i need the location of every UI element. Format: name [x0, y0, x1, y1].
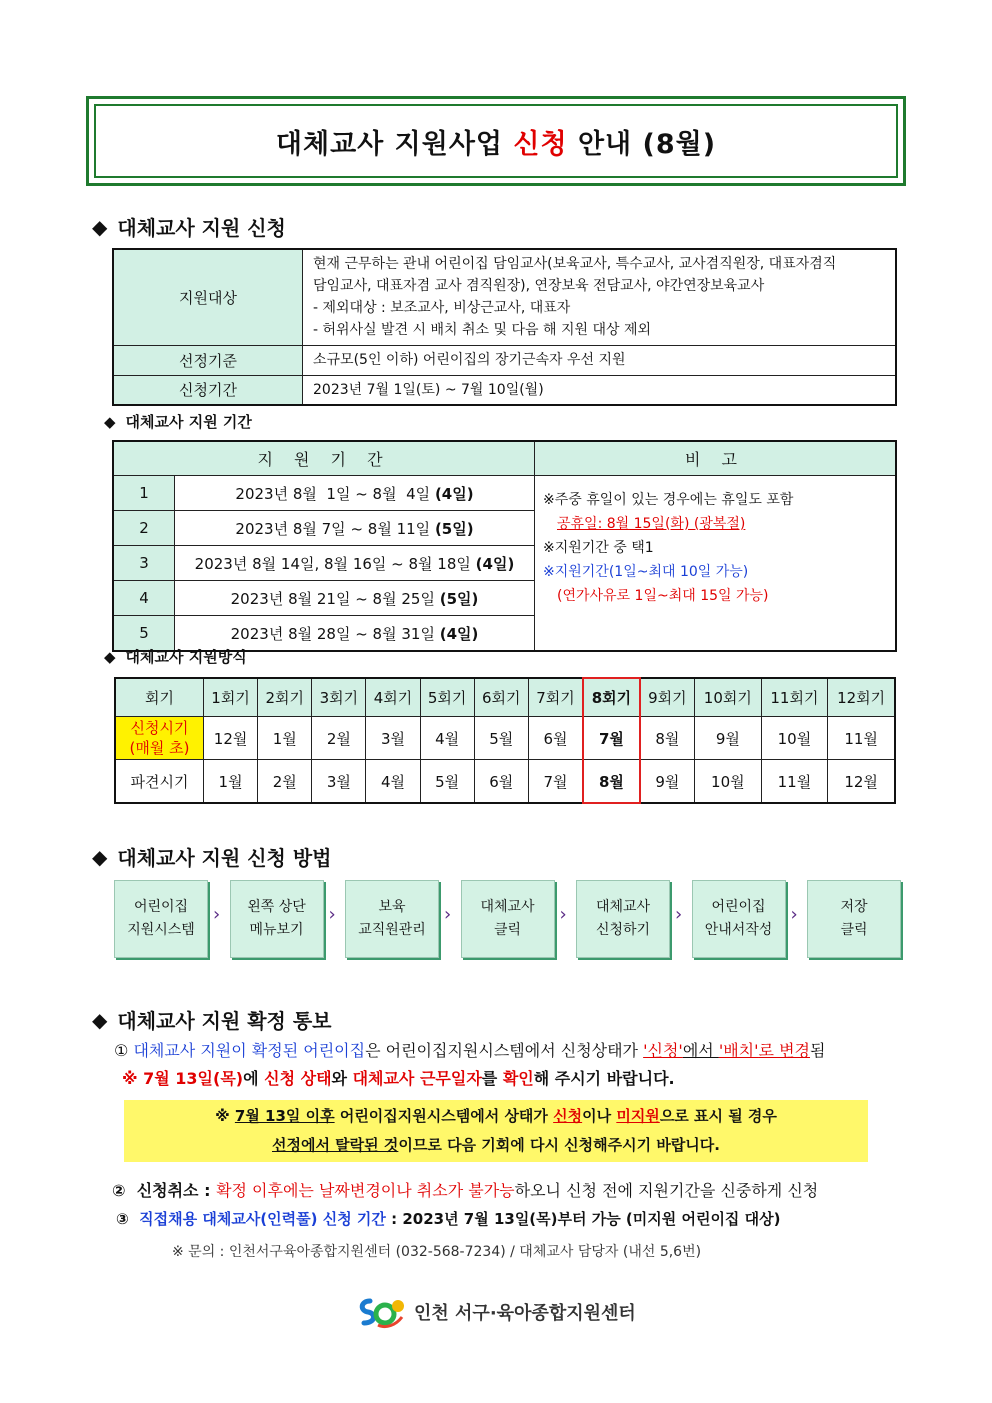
- apply-month-cell: 2월: [312, 717, 366, 760]
- period-number: 1: [113, 476, 175, 511]
- apply-month-cell: 9월: [695, 717, 762, 760]
- dispatch-month-cell: 6월: [474, 760, 528, 804]
- note-line-blue: ※지원기간(1일~최대 10일 가능): [543, 564, 749, 580]
- dispatch-month-cell: 2월: [258, 760, 312, 804]
- row-label-dispatch: 파견시기: [115, 760, 204, 804]
- p2-f: 를: [481, 1069, 503, 1088]
- title-highlight: 신청: [513, 128, 568, 160]
- apply-month-cell: 6월: [528, 717, 583, 760]
- p1-a: ①: [114, 1041, 134, 1060]
- notice-box: [124, 1100, 868, 1162]
- direct-hire-line: [116, 1208, 780, 1229]
- round-header-cell: 12회기: [828, 678, 895, 717]
- row-label-apply: [115, 717, 204, 760]
- chevron-right-icon: ›: [790, 904, 798, 925]
- value-period: 2023년 7월 1일(토) ~ 7월 10일(월): [303, 375, 897, 405]
- period-number: 2: [113, 511, 175, 546]
- p1-b: 대체교사 지원이 확정된 어린이집: [133, 1041, 366, 1060]
- p1-h: 됨: [810, 1041, 826, 1060]
- step-text: [480, 896, 534, 942]
- p2-a: ※ 7월 13일(목): [122, 1069, 244, 1088]
- table-row: [113, 441, 896, 476]
- footer-org-name: 인천 서구·육아종합지원센터: [414, 1303, 636, 1324]
- apply-label-line1: 신청시기: [130, 719, 189, 737]
- round-header-cell: 9회기: [640, 678, 695, 717]
- section4-heading: [92, 842, 331, 871]
- p2-g: 확인: [502, 1069, 534, 1088]
- dispatch-month-cell: 10월: [695, 760, 762, 804]
- apply-month-cell: 5월: [474, 717, 528, 760]
- period-range-text: 2023년 8월 14일, 8월 16일 ~ 8월 18일: [194, 554, 471, 573]
- note-line-wrap: [543, 512, 887, 536]
- support-period-table: [112, 440, 897, 652]
- value-criteria: 소규모(5인 이하) 어린이집의 장기근속자 우선 지원: [303, 345, 897, 375]
- step-line-1: 저장: [840, 899, 868, 915]
- step-line-1: 대체교사: [480, 899, 535, 915]
- note-line-red: (연가사유로 1일~최대 15일 가능): [557, 588, 769, 604]
- step-text: [705, 896, 773, 942]
- row-label-round: 회기: [115, 678, 204, 717]
- period-range: [175, 476, 535, 511]
- period-days: (5일): [434, 519, 474, 538]
- period-days: (4일): [475, 554, 515, 573]
- period-range: [175, 546, 535, 581]
- p1-g: 로 변경: [758, 1041, 811, 1060]
- step-box: [692, 880, 786, 958]
- section1-heading-text: 대체교사 지원 신청: [117, 216, 286, 240]
- box-b: 7월 13일 이후: [234, 1107, 335, 1125]
- dispatch-month-cell: 11월: [761, 760, 828, 804]
- p2-e: 대체교사 근무일자: [352, 1069, 482, 1088]
- round-header-cell: 8회기: [583, 678, 640, 717]
- step-text: [127, 896, 195, 942]
- title-prefix: 대체교사 지원사업: [275, 128, 514, 160]
- target-line: 현재 근무하는 관내 어린이집 담임교사(보육교사, 특수교사, 교사겸직원장, 대표자겸직: [313, 256, 837, 273]
- apply-label-line2: (매월 초): [129, 739, 190, 757]
- dispatch-month-cell: 5월: [420, 760, 474, 804]
- contact-line: ※ 문의 : 인천서구육아종합지원센터 (032-568-7234) / 대체교사 담당자 (내선 5,6번): [172, 1244, 702, 1260]
- target-line: 담임교사, 대표자겸 교사 겸직원장), 연장보육 전담교사, 야간연장보육교사: [313, 278, 765, 295]
- label-period: 신청기간: [113, 375, 303, 405]
- round-header-cell: 5회기: [420, 678, 474, 717]
- period-range-text: 2023년 8월 7일 ~ 8월 11일: [235, 519, 431, 538]
- footer: [356, 1295, 636, 1329]
- round-header-cell: 4회기: [366, 678, 420, 717]
- section5-heading: [92, 1005, 331, 1034]
- period-number: 5: [113, 616, 175, 652]
- step-line-1: 보육: [378, 899, 406, 915]
- section2-heading-text: 대체교사 지원 기간: [125, 413, 252, 431]
- step-line-1: 왼쪽 상단: [247, 899, 306, 915]
- box-e: 이나: [582, 1107, 617, 1125]
- table-row: [115, 678, 895, 717]
- period-range-text: 2023년 8월 21일 ~ 8월 25일: [230, 589, 435, 608]
- step-box: [807, 880, 901, 958]
- holiday-note: 공휴일: 8월 15일(화) (광복절): [557, 516, 746, 532]
- round-header-cell: 10회기: [695, 678, 762, 717]
- title-suffix: 안내 (8월): [567, 128, 717, 160]
- dispatch-month-cell: 7월: [528, 760, 583, 804]
- confirm-line-1: [114, 1038, 825, 1061]
- dispatch-month-cell: 8월: [583, 760, 640, 804]
- p4-c: : 2023년 7월 13일(목)부터 가능 (미지원 어린이집 대상): [385, 1210, 781, 1228]
- apply-month-cell: 8월: [640, 717, 695, 760]
- table-row: [113, 476, 896, 511]
- label-criteria: 선정기준: [113, 345, 303, 375]
- step-box: [345, 880, 439, 958]
- dispatch-month-cell: 4월: [366, 760, 420, 804]
- note-line: ※지원기간 중 택1: [543, 540, 654, 556]
- section5-heading-text: 대체교사 지원 확정 통보: [117, 1009, 332, 1033]
- section1-heading: [92, 212, 286, 241]
- apply-month-cell: 11월: [828, 717, 895, 760]
- diamond-icon: ◆: [104, 647, 116, 666]
- step-line-2: 메뉴보기: [249, 922, 304, 938]
- period-days: (4일): [439, 624, 479, 643]
- apply-month-cell: 4월: [420, 717, 474, 760]
- label-target: 지원대상: [113, 249, 303, 345]
- notice-line-1: [124, 1102, 868, 1131]
- page-title: [94, 104, 898, 178]
- table-row: [113, 249, 896, 345]
- box-i: 이므로 다음 기회에 다시 신청해주시기 바랍니다.: [398, 1136, 720, 1154]
- target-line: - 허위사실 발견 시 배치 취소 및 다음 해 지원 대상 제외: [313, 322, 652, 339]
- target-line: - 제외대상 : 보조교사, 비상근교사, 대표자: [313, 300, 571, 317]
- step-box: [230, 880, 324, 958]
- confirm-line-2: [122, 1066, 675, 1089]
- period-days: (5일): [439, 589, 479, 608]
- step-text: [840, 896, 867, 942]
- period-number: 3: [113, 546, 175, 581]
- dispatch-month-cell: 1월: [204, 760, 258, 804]
- value-target: [303, 249, 897, 345]
- dispatch-month-cell: 12월: [828, 760, 895, 804]
- step-box: [576, 880, 670, 958]
- round-header-cell: 2회기: [258, 678, 312, 717]
- chevron-right-icon: ›: [675, 904, 683, 925]
- section3-heading: [104, 646, 247, 667]
- title-box: [86, 96, 906, 186]
- section4-heading-text: 대체교사 지원 신청 방법: [117, 846, 332, 870]
- note-line: ※주중 휴일이 있는 경우에는 휴일도 포함: [543, 492, 794, 508]
- box-h: 선정에서 탈락된 것: [272, 1136, 399, 1154]
- p2-h: 해 주시기 바랍니다.: [533, 1069, 675, 1088]
- p3-a: ② 신청취소 :: [112, 1181, 217, 1200]
- center-logo-icon: [356, 1295, 406, 1329]
- table-row: [113, 345, 896, 375]
- step-line-2: 교직원관리: [358, 922, 426, 938]
- step-text: [596, 896, 650, 942]
- box-d: 신청: [553, 1107, 583, 1125]
- table-row: [113, 375, 896, 405]
- period-number: 4: [113, 581, 175, 616]
- p4-b: 직접채용 대체교사(인력풀) 신청 기간: [139, 1210, 386, 1228]
- step-line-1: 대체교사: [595, 899, 651, 915]
- p2-c: 신청 상태: [264, 1069, 332, 1088]
- p4-a: ③: [116, 1210, 140, 1228]
- chevron-right-icon: ›: [328, 904, 336, 925]
- round-header-cell: 11회기: [761, 678, 828, 717]
- step-text: [358, 896, 426, 942]
- step-line-2: 클릭: [840, 922, 868, 938]
- step-line-2: 지원시스템: [127, 922, 195, 938]
- step-line-2: 클릭: [493, 922, 522, 938]
- round-header-cell: 3회기: [312, 678, 366, 717]
- step-box: [114, 880, 208, 958]
- section3-heading-text: 대체교사 지원방식: [125, 648, 247, 666]
- p1-c: 은 어린이집지원시스템에서 신청상태가: [365, 1041, 644, 1060]
- round-header-cell: 7회기: [528, 678, 583, 717]
- p1-e: 에서: [682, 1041, 719, 1060]
- p3-b: 확정 이후에는 날짜변경이나 취소가 불가능: [216, 1181, 515, 1200]
- box-a: ※: [215, 1107, 235, 1125]
- diamond-icon: ◆: [92, 1007, 108, 1032]
- notice-line-2: [124, 1131, 868, 1160]
- period-range-text: 2023년 8월 1일 ~ 8월 4일: [235, 484, 431, 503]
- p1-f: '배치': [718, 1041, 759, 1060]
- diamond-icon: ◆: [92, 844, 108, 869]
- apply-month-cell: 12월: [204, 717, 258, 760]
- table-row: [115, 760, 895, 804]
- chevron-right-icon: ›: [444, 904, 452, 925]
- apply-month-cell: 1월: [258, 717, 312, 760]
- step-line-1: 어린이집: [133, 899, 189, 915]
- step-line-2: 안내서작성: [704, 922, 773, 938]
- step-box: [461, 880, 555, 958]
- application-steps: [114, 880, 914, 960]
- col-period-header: 지 원 기 간: [113, 441, 535, 476]
- step-text: [247, 896, 306, 942]
- cancel-line: [112, 1178, 818, 1201]
- support-method-table: [114, 677, 896, 804]
- diamond-icon: ◆: [92, 214, 108, 239]
- round-header-cell: 6회기: [474, 678, 528, 717]
- step-line-2: 신청하기: [595, 922, 651, 938]
- period-range-text: 2023년 8월 28일 ~ 8월 31일: [230, 624, 435, 643]
- period-days: (4일): [434, 484, 474, 503]
- p2-b: 에: [243, 1069, 265, 1088]
- box-g: 으로 표시 될 경우: [659, 1107, 777, 1125]
- table-row: [115, 717, 895, 760]
- apply-month-cell: 3월: [366, 717, 420, 760]
- box-f: 미지원: [616, 1107, 660, 1125]
- p1-d: '신청': [643, 1041, 683, 1060]
- apply-month-cell: 7월: [583, 717, 640, 760]
- period-range: [175, 581, 535, 616]
- p2-d: 와: [331, 1069, 353, 1088]
- dispatch-month-cell: 9월: [640, 760, 695, 804]
- diamond-icon: ◆: [104, 412, 116, 431]
- section2-heading: [104, 411, 252, 432]
- step-line-1: 어린이집: [711, 899, 766, 915]
- p3-c: 하오니 신청 전에 지원기간을 신중하게 신청: [514, 1181, 819, 1200]
- chevron-right-icon: ›: [559, 904, 567, 925]
- chevron-right-icon: ›: [213, 904, 221, 925]
- dispatch-month-cell: 3월: [312, 760, 366, 804]
- period-range: [175, 511, 535, 546]
- box-c: 어린이집지원시스템에서 상태가: [334, 1107, 554, 1125]
- period-notes: [535, 476, 897, 652]
- round-header-cell: 1회기: [204, 678, 258, 717]
- col-note-header: 비 고: [535, 441, 897, 476]
- support-application-table: [112, 248, 897, 406]
- apply-month-cell: 10월: [761, 717, 828, 760]
